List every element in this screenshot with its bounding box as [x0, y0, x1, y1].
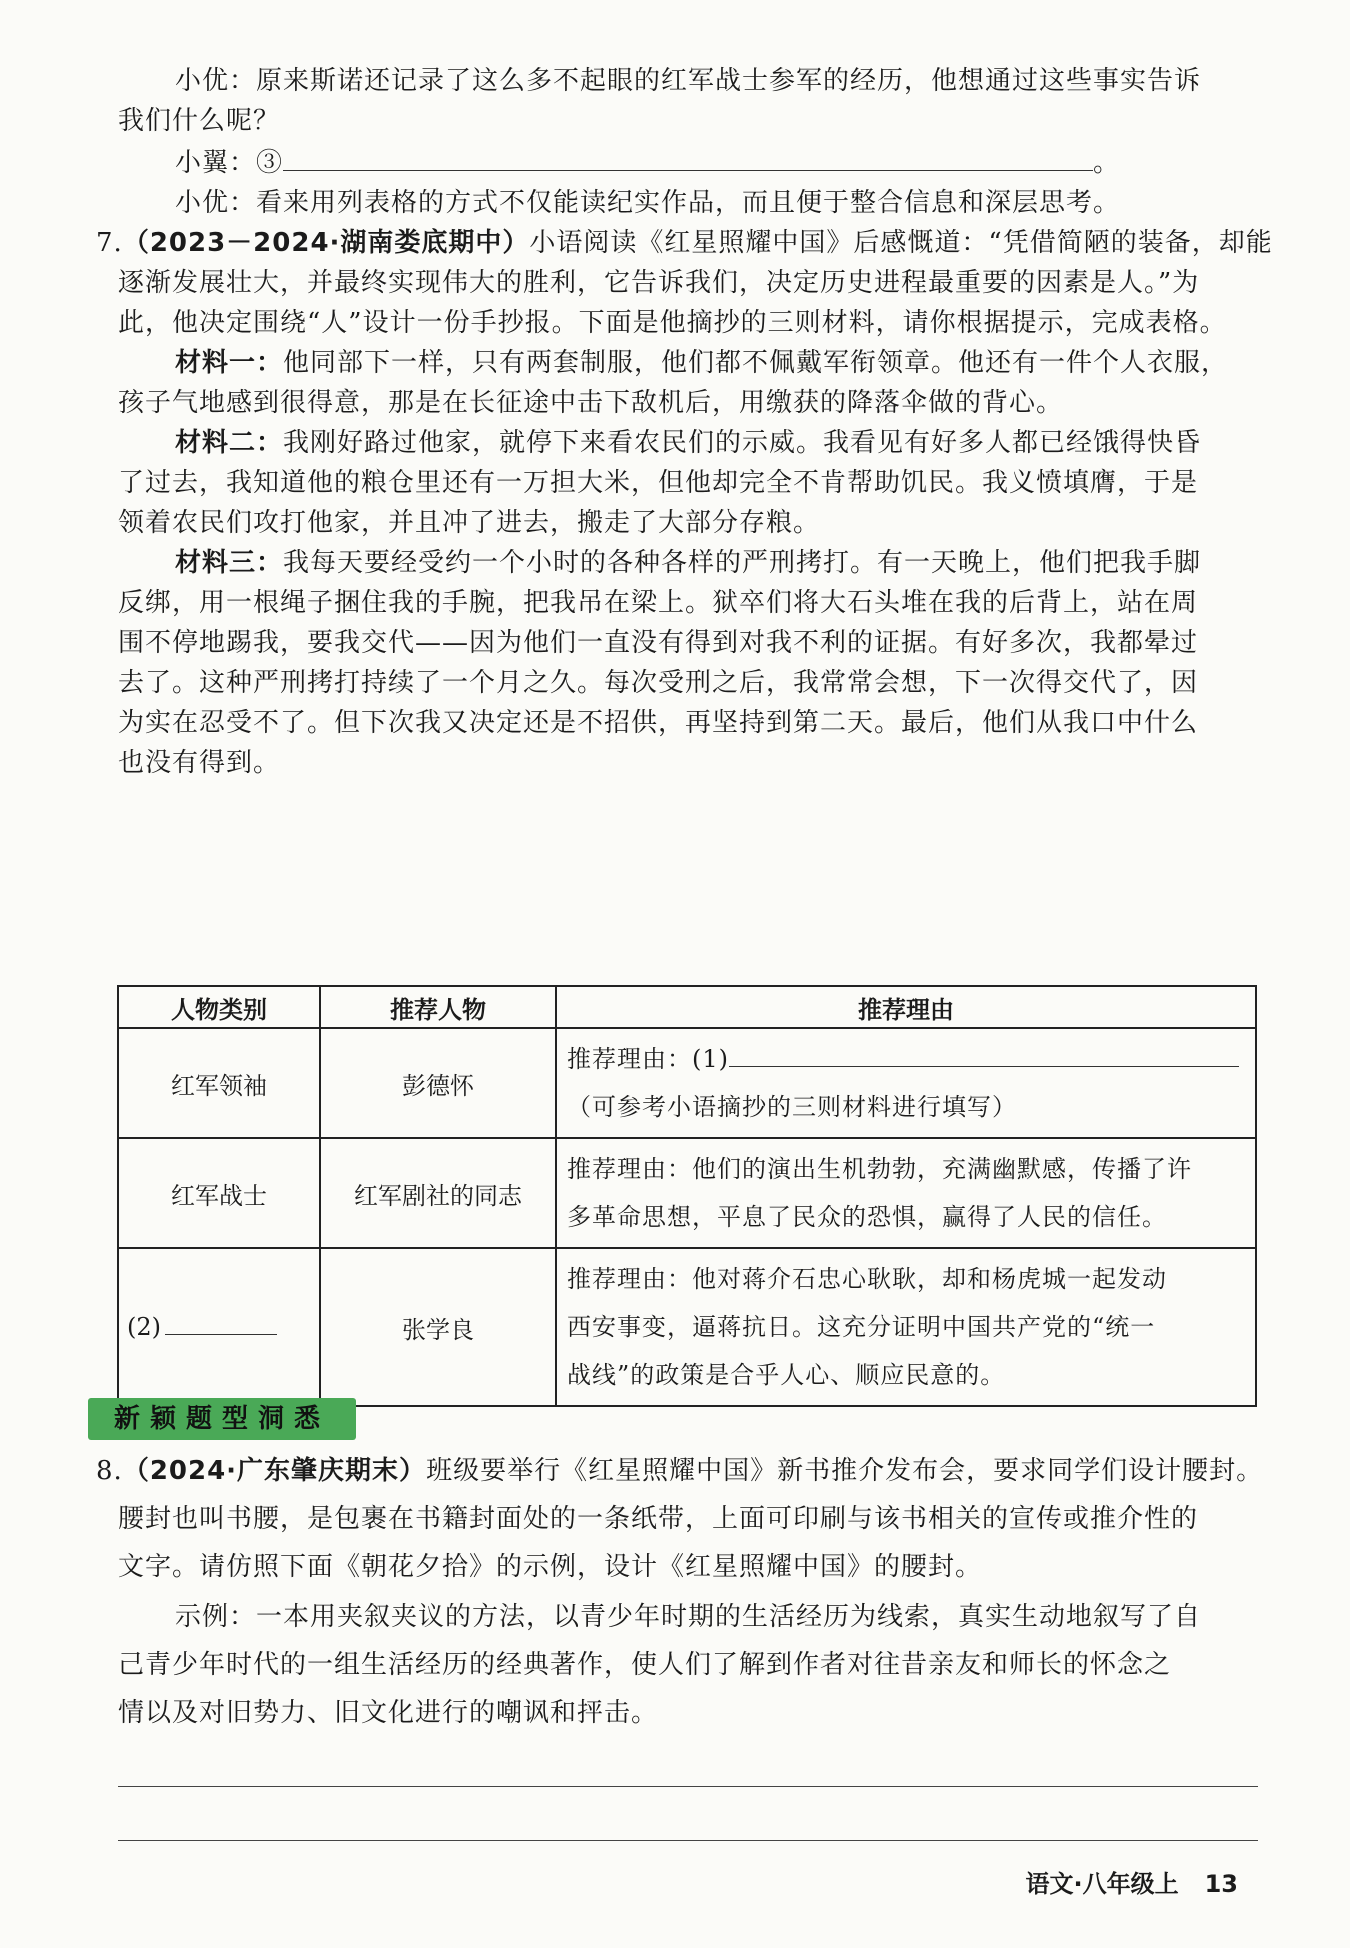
q7-stem-line3: 此，他决定围绕“人”设计一份手抄报。下面是他摘抄的三则材料，请你根据提示，完成表格。: [118, 308, 1227, 338]
material-3-line1: [175, 544, 1255, 582]
row1-reason-hint: （可参考小语摘抄的三则材料进行填写）: [567, 1093, 1017, 1121]
row2-person: 红军剧社的同志: [320, 1138, 556, 1248]
material-3-line2: 反绑，用一根绳子捆住我的手腕，把我吊在梁上。狱卒们将大石头堆在我的后背上，站在周: [118, 588, 1199, 618]
xiaoyi-period: 。: [1093, 148, 1121, 178]
q7-stem-line1: [96, 224, 1273, 262]
q8-stem-line1: [96, 1452, 1266, 1490]
material-1-label: 材料一：: [175, 348, 284, 378]
row2-category: 红军战士: [118, 1138, 320, 1248]
q8-stem-text: 班级要举行《红星照耀中国》新书推介发布会，要求同学们设计腰封。: [426, 1456, 1264, 1486]
row1-reason: [556, 1028, 1256, 1138]
answer-blank-1[interactable]: [729, 1046, 1239, 1067]
header-person: 推荐人物: [320, 986, 556, 1028]
material-3-line6: 也没有得到。: [118, 748, 281, 778]
xiaoyi-answer-line: [175, 144, 1255, 182]
material-2-line2: 了过去，我知道他的粮仓里还有一万担大米，但他却完全不肯帮助饥民。我义愤填膺，于是: [118, 468, 1199, 498]
material-1-line1: [175, 344, 1255, 382]
material-1-line2: 孩子气地感到很得意，那是在长征途中击下敌机后，用缴获的降落伞做的背心。: [118, 388, 1064, 418]
row3-category-label: (2): [127, 1313, 161, 1341]
row2-reason: [556, 1138, 1256, 1248]
answer-blank-3[interactable]: [283, 144, 1093, 171]
q8-number: 8.: [96, 1456, 123, 1486]
row1-category: 红军领袖: [118, 1028, 320, 1138]
q7-number: 7.: [96, 228, 123, 258]
row3-reason: [556, 1248, 1256, 1406]
q7-source: （2023－2024·湖南娄底期中）: [122, 228, 530, 258]
table-row: [118, 1248, 1256, 1406]
footer-subject: 语文·八年级上: [1025, 1870, 1179, 1898]
row3-reason-line1: 推荐理由：他对蒋介石忠心耿耿，却和杨虎城一起发动: [567, 1265, 1167, 1293]
row3-reason-line2: 西安事变，逼蒋抗日。这充分证明中国共产党的“统一: [567, 1313, 1156, 1341]
q7-stem-text: 小语阅读《红星照耀中国》后感慨道：“凭借简陋的装备，却能: [529, 228, 1273, 258]
table-row: [118, 1138, 1256, 1248]
page-number: 13: [1204, 1870, 1238, 1898]
xiaoyi-label: 小翼：③: [175, 148, 284, 178]
material-3-text: 我每天要经受约一个小时的各种各样的严刑拷打。有一天晚上，他们把我手脚: [283, 548, 1202, 578]
q8-source: （2024·广东肇庆期末）: [122, 1456, 427, 1486]
section-banner: 新颖题型洞悉: [88, 1398, 356, 1440]
q8-example-line3: 情以及对旧势力、旧文化进行的嘲讽和抨击。: [118, 1698, 659, 1728]
q8-example-line2: 己青少年时代的一组生活经历的经典著作，使人们了解到作者对往昔亲友和师长的怀念之: [118, 1650, 1172, 1680]
q8-stem-line2: 腰封也叫书腰，是包裹在书籍封面处的一条纸带，上面可印刷与该书相关的宣传或推介性的: [118, 1504, 1199, 1534]
material-3-line3: 围不停地踢我，要我交代——因为他们一直没有得到对我不利的证据。有好多次，我都晕过: [118, 628, 1199, 658]
header-category: 人物类别: [118, 986, 320, 1028]
row1-reason-line1: [567, 1035, 1245, 1083]
recommendation-table: [117, 985, 1257, 1407]
table-row: [118, 1028, 1256, 1138]
answer-blank-2[interactable]: [165, 1314, 277, 1335]
row2-reason-line2: 多革命思想，平息了民众的恐惧，赢得了人民的信任。: [567, 1203, 1167, 1231]
row2-reason-line1: 推荐理由：他们的演出生机勃勃，充满幽默感，传播了许: [567, 1155, 1192, 1183]
xiaoyou-question-line2: 我们什么呢？: [118, 106, 281, 136]
row3-reason-line3: 战线”的政策是合乎人心、顺应民意的。: [567, 1361, 1006, 1389]
q7-stem-line2: 逐渐发展壮大，并最终实现伟大的胜利，它告诉我们，决定历史进程最重要的因素是人。”为: [118, 268, 1200, 298]
material-3-label: 材料三：: [175, 548, 284, 578]
row3-category: [118, 1248, 320, 1406]
header-reason: 推荐理由: [556, 986, 1256, 1028]
answer-line-2[interactable]: [118, 1840, 1258, 1841]
page-footer: [1025, 1864, 1238, 1899]
row3-person: 张学良: [320, 1248, 556, 1406]
material-2-text: 我刚好路过他家，就停下来看农民们的示威。我看见有好多人都已经饿得快昏: [283, 428, 1202, 458]
answer-line-1[interactable]: [118, 1786, 1258, 1787]
material-2-label: 材料二：: [175, 428, 284, 458]
q8-stem-line3: 文字。请仿照下面《朝花夕拾》的示例，设计《红星照耀中国》的腰封。: [118, 1552, 983, 1582]
material-2-line3: 领着农民们攻打他家，并且冲了进去，搬走了大部分存粮。: [118, 508, 821, 538]
material-1-text: 他同部下一样，只有两套制服，他们都不佩戴军衔领章。他还有一件个人衣服，: [283, 348, 1229, 378]
xiaoyou-question-line1: 小优：原来斯诺还记录了这么多不起眼的红军战士参军的经历，他想通过这些事实告诉: [175, 66, 1202, 96]
q8-example-line1: 示例：一本用夹叙夹议的方法，以青少年时期的生活经历为线索，真实生动地叙写了自: [175, 1602, 1202, 1632]
material-2-line1: [175, 424, 1255, 462]
xiaoyou-conclusion: 小优：看来用列表格的方式不仅能读纪实作品，而且便于整合信息和深层思考。: [175, 188, 1121, 218]
material-3-line4: 去了。这种严刑拷打持续了一个月之久。每次受刑之后，我常常会想，下一次得交代了，因: [118, 668, 1199, 698]
material-3-line5: 为实在忍受不了。但下次我又决定还是不招供，再坚持到第二天。最后，他们从我口中什么: [118, 708, 1199, 738]
table-header-row: [118, 986, 1256, 1028]
row1-person: 彭德怀: [320, 1028, 556, 1138]
row1-reason-label: 推荐理由：(1): [567, 1045, 729, 1073]
